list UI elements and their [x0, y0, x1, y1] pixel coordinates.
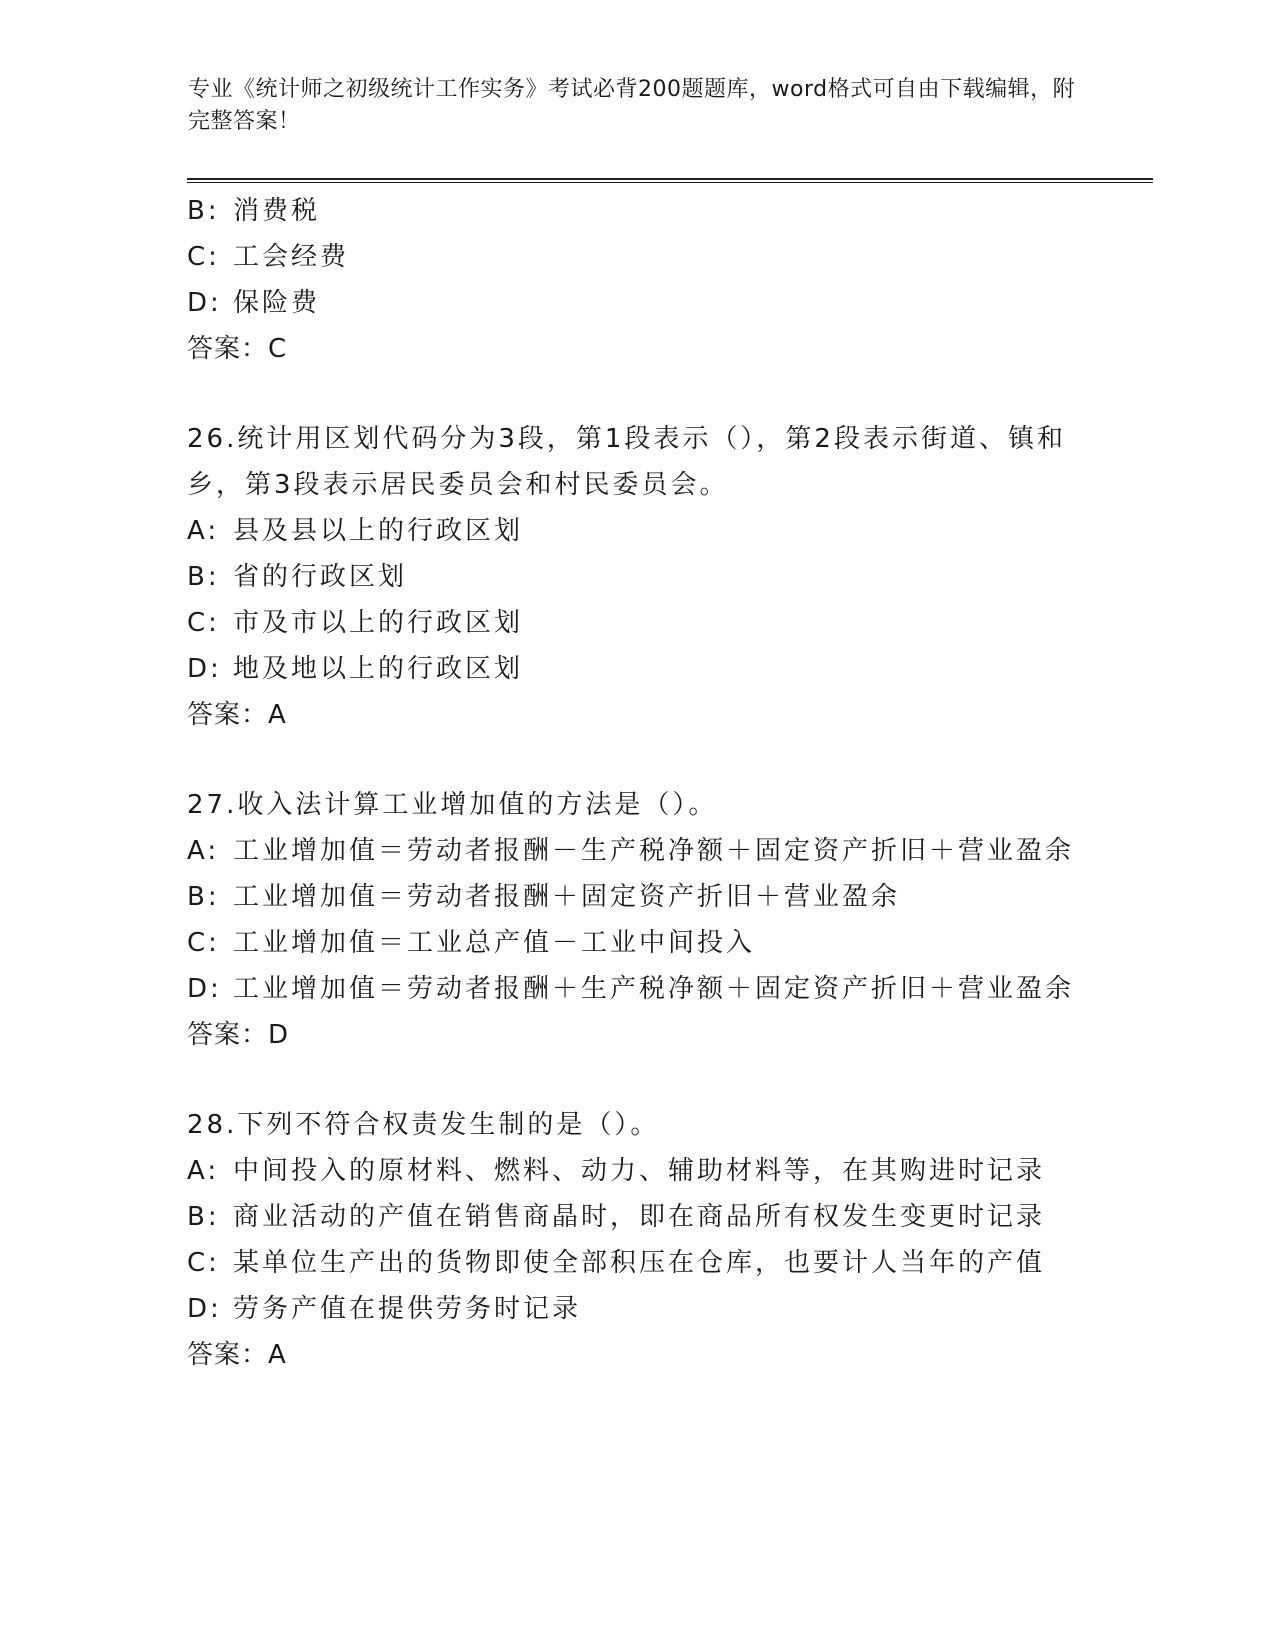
answer: 答案：A [187, 700, 287, 730]
header-divider [187, 178, 1153, 183]
question-26 [187, 416, 1153, 738]
option-d: D: 地及地以上的行政区划 [187, 654, 524, 684]
question-28 [187, 1102, 1153, 1378]
option-c: C: 市及市以上的行政区划 [187, 608, 524, 638]
question-stem: 28.下列不符合权责发生制的是（）。 [187, 1110, 660, 1140]
page-header: 专业《统计师之初级统计工作实务》考试必背200题题库，word格式可自由下载编辑，附完整答案！ [188, 77, 1076, 134]
previous-question-tail [187, 188, 1153, 372]
answer: 答案：C [187, 334, 288, 364]
option-b: B: 工业增加值＝劳动者报酬＋固定资产折旧＋营业盈余 [187, 882, 901, 912]
option-b: B: 商业活动的产值在销售商晶时，即在商品所有权发生变更时记录 [187, 1202, 1046, 1232]
question-27 [187, 782, 1153, 1058]
option-a: A: 工业增加值＝劳动者报酬－生产税净额＋固定资产折旧＋营业盈余 [187, 836, 1075, 866]
option-d: D: 保险费 [187, 288, 321, 318]
option-c: C: 工业增加值＝工业总产值－工业中间投入 [187, 928, 756, 958]
option-d: D: 工业增加值＝劳动者报酬＋生产税净额＋固定资产折旧＋营业盈余 [187, 974, 1075, 1004]
question-stem: 26.统计用区划代码分为3段，第1段表示（），第2段表示街道、镇和乡，第3段表示居民委员会和村民委员会。 [187, 424, 1066, 500]
answer: 答案：D [187, 1020, 290, 1050]
option-b: B: 消费税 [187, 196, 321, 226]
document-body [187, 188, 1153, 1378]
option-b: B: 省的行政区划 [187, 562, 408, 592]
option-a: A: 县及县以上的行政区划 [187, 516, 524, 546]
question-stem: 27.收入法计算工业增加值的方法是（）。 [187, 790, 718, 820]
option-a: A: 中间投入的原材料、燃料、动力、辅助材料等，在其购进时记录 [187, 1156, 1046, 1186]
option-d: D: 劳务产值在提供劳务时记录 [187, 1294, 582, 1324]
option-c: C: 工会经费 [187, 242, 350, 272]
answer: 答案：A [187, 1340, 287, 1370]
option-c: C: 某单位生产出的货物即使全部积压在仓库，也要计人当年的产值 [187, 1248, 1046, 1278]
